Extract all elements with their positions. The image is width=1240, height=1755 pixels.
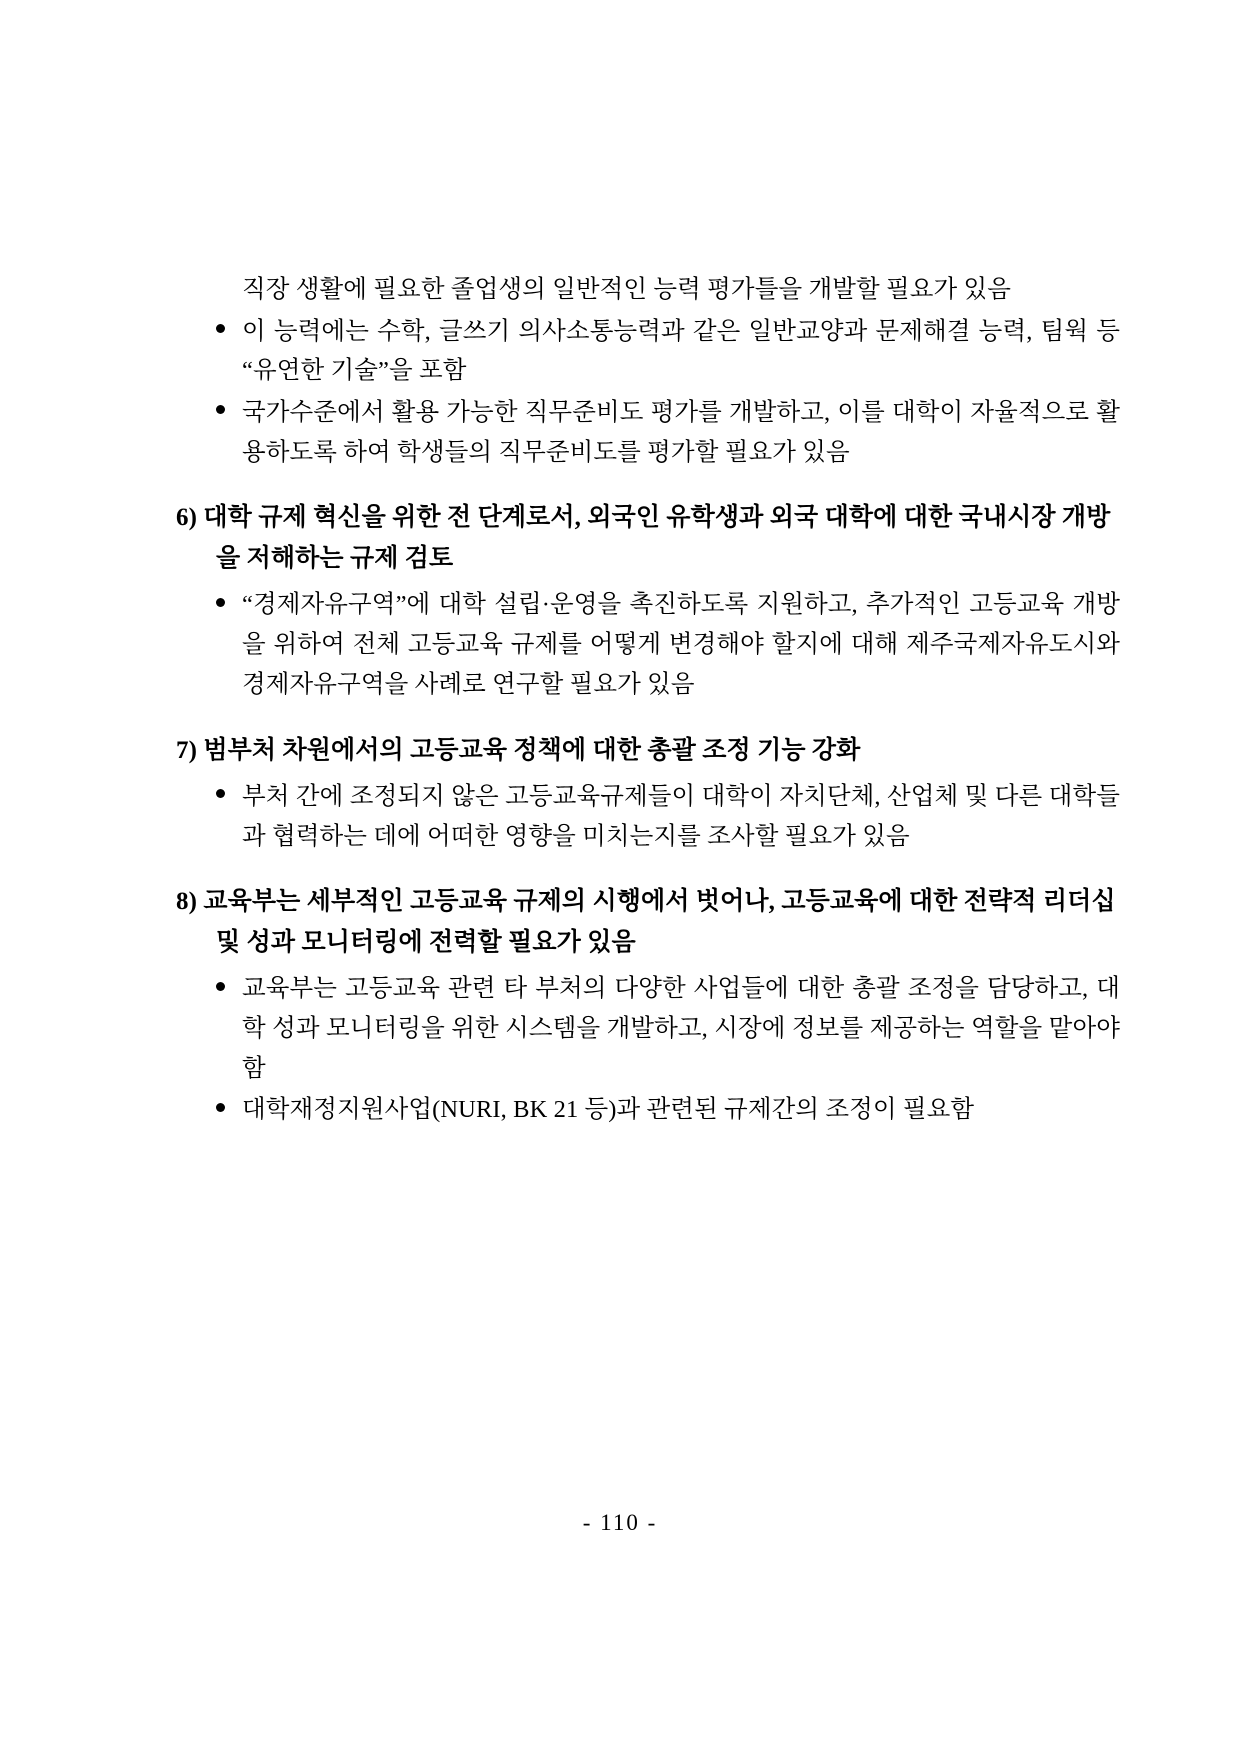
bullet-text: 국가수준에서 활용 가능한 직무준비도 평가를 개발하고, 이를 대학이 자율적으로 활용하도록 하여 학생들의 직무준비도를 평가할 필요가 있음: [242, 399, 1120, 466]
bullet-dot-icon: [216, 324, 225, 333]
heading-item-7: 7) 범부처 차원에서의 고등교육 정책에 대한 총괄 조정 기능 강화: [176, 736, 861, 764]
bullet-dot-icon: [216, 405, 225, 414]
bullet-dot-icon: [216, 982, 225, 991]
bullet-general-competency: [120, 312, 1120, 391]
bullet-dot-icon: [216, 598, 225, 607]
document-body: [120, 270, 1120, 1130]
paragraph-continuation: 직장 생활에 필요한 졸업생의 일반적인 능력 평가틀을 개발할 필요가 있음: [242, 276, 1012, 303]
bullet-text: 이 능력에는 수학, 글쓰기 의사소통능력과 같은 일반교양과 문제해결 능력, 팀웍 등 “유연한 기술”을 포함: [242, 317, 1120, 385]
bullet-text: 대학재정지원사업(NURI, BK 21 등)과 관련된 규제간의 조정이 필요함: [242, 1096, 975, 1124]
bullet-job-readiness: [120, 393, 1120, 472]
bullet-text: “경제자유구역”에 대학 설립·운영을 촉진하도록 지원하고, 추가적인 고등교육 개방을 위하여 전체 고등교육 규제를 어떻게 변경해야 할지에 대해 제주국제자유도시와 경제자유구역을 사례로 연구할 필요가 있음: [242, 591, 1120, 698]
heading-item-6: 6) 대학 규제 혁신을 위한 전 단계로서, 외국인 유학생과 외국 대학에 대한 국내시장 개방을 저해하는 규제 검토: [176, 504, 1111, 572]
bullet-funding-program-coordination: [120, 1090, 1120, 1130]
page-number: - 110 -: [582, 1510, 658, 1535]
bullet-dot-icon: [216, 1103, 225, 1112]
bullet-dot-icon: [216, 789, 225, 798]
bullet-free-economic-zone: [120, 585, 1120, 704]
heading-item-8: 8) 교육부는 세부적인 고등교육 규제의 시행에서 벗어나, 고등교육에 대한 전략적 리더십 및 성과 모니터링에 전력할 필요가 있음: [176, 888, 1116, 956]
bullet-text: 교육부는 고등교육 관련 타 부처의 다양한 사업들에 대한 총괄 조정을 담당하고, 대학 성과 모니터링을 위한 시스템을 개발하고, 시장에 정보를 제공하는 역할을 맡아야 함: [242, 975, 1120, 1082]
bullet-interministry-coordination: [120, 777, 1120, 856]
bullet-ministry-role: [120, 969, 1120, 1088]
bullet-text: 부처 간에 조정되지 않은 고등교육규제들이 대학이 자치단체, 산업체 및 다른 대학들과 협력하는 데에 어떠한 영향을 미치는지를 조사할 필요가 있음: [242, 783, 1120, 850]
